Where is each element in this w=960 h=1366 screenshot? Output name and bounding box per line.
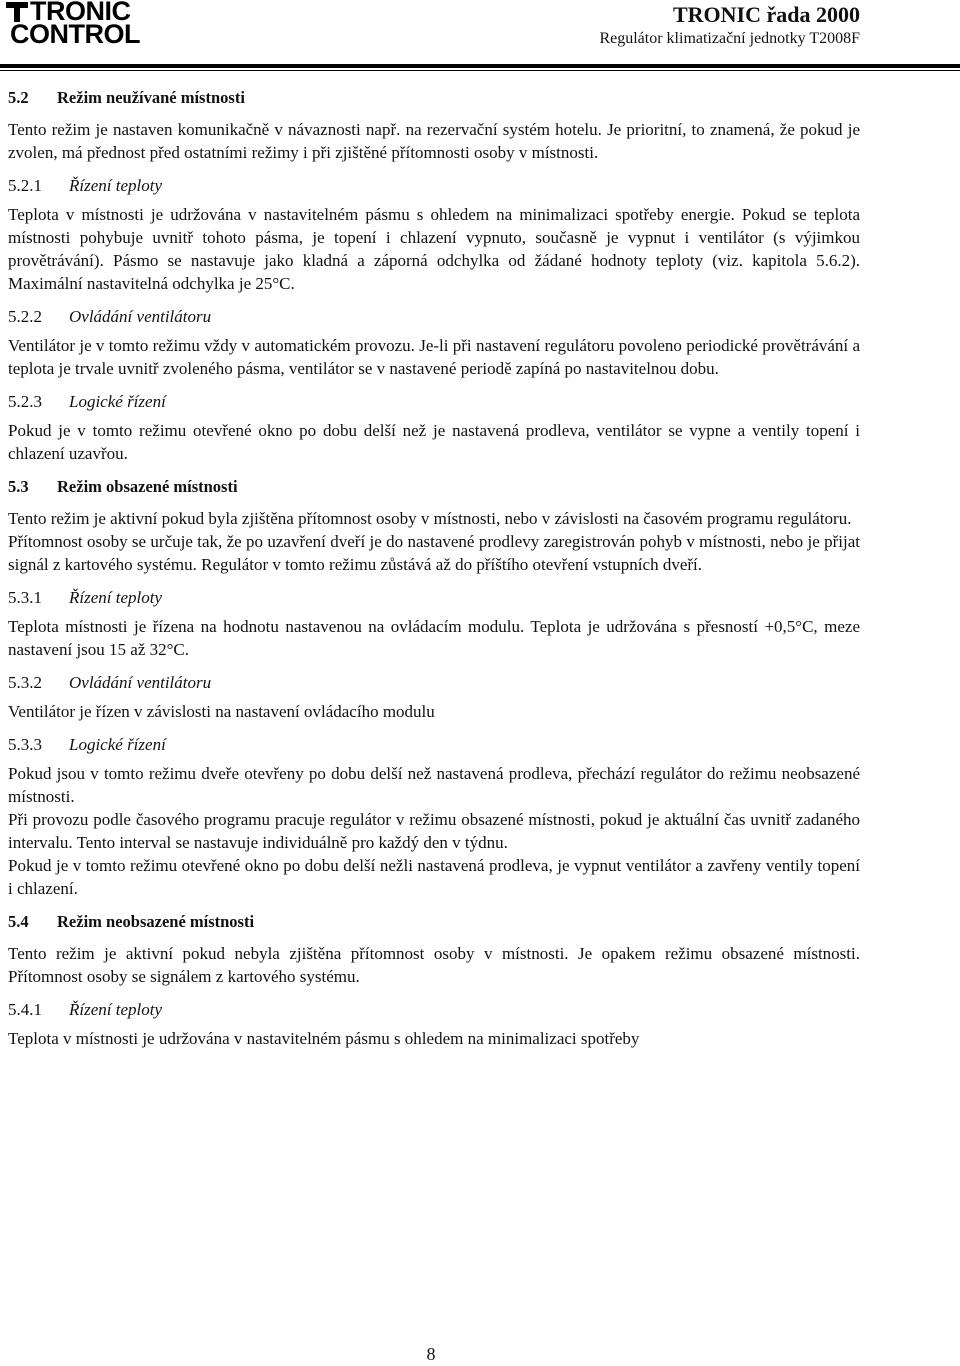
document-title: TRONIC řada 2000 xyxy=(672,2,860,27)
page-number: 8 xyxy=(426,1344,436,1364)
tronic-control-logo xyxy=(6,0,140,49)
subsection-heading: 5.4.1 Řízení teploty xyxy=(8,1000,163,1019)
section-heading: 5.4 Režim neobsazené místnosti xyxy=(8,912,255,931)
header-rule-thin xyxy=(0,70,960,71)
paragraph: Při provozu podle časového programu pracuje regulátor v režimu obsazené místnosti, pokud je aktuální čas uvnitř zadaného intervalu. Tento interval se nastavuje individuálně pro každý den v týdnu. xyxy=(8,810,860,852)
subsection-heading: 5.3.1 Řízení teploty xyxy=(8,588,163,607)
paragraph: Tento režim je nastaven komunikačně v návaznosti např. na rezervační systém hotelu. Je prioritní, to znamená, že pokud je zvolen, má přednost před ostatními režimy i při zjištěné přítomnosti osoby v místnosti. xyxy=(8,120,860,162)
paragraph: Přítomnost osoby se určuje tak, že po uzavření dveří je do nastavené prodlevy zaregistrován pohyb v místnosti, nebo je přijat signál z kartového systému. Regulátor v tomto režimu zůstává až do příštího otevření vstupních dveří. xyxy=(8,532,860,574)
subsection-heading: 5.2.2 Ovládání ventilátoru xyxy=(8,307,212,326)
paragraph: Ventilátor je řízen v závislosti na nastavení ovládacího modulu xyxy=(8,702,435,721)
paragraph: Pokud je v tomto režimu otevřené okno po dobu delší než je nastavená prodleva, ventilátor se vypne a ventily topení i chlazení uzavřou. xyxy=(8,421,860,463)
subsection-heading: 5.3.2 Ovládání ventilátoru xyxy=(8,673,212,692)
page-header xyxy=(0,0,960,60)
paragraph: Teplota v místnosti je udržována v nastavitelném pásmu s ohledem na minimalizaci spotřeby energie. Pokud se teplota místnosti pohybuje uvnitř tohoto pásma, je topení i chlazení vypnuto, současně je vypnut i ventilátor (s výjimkou provětrávání). Pásmo se nastavuje jako kladná a záporná odchylka od žádané hodnoty teploty (viz. kapitola 5.6.2). Maximální nastavitelná odchylka je 25°C. xyxy=(8,205,860,293)
paragraph: Tento režim je aktivní pokud nebyla zjištěna přítomnost osoby v místnosti. Je opakem režimu obsazené místnosti. Přítomnost osoby se signálem z kartového systému. xyxy=(8,944,860,986)
paragraph: Pokud je v tomto režimu otevřené okno po dobu delší nežli nastavená prodleva, je vypnut ventilátor a zavřeny ventily topení i chlazení. xyxy=(8,856,860,898)
paragraph: Pokud jsou v tomto režimu dveře otevřeny po dobu delší než nastavená prodleva, přechází regulátor do režimu neobsazené místnosti. xyxy=(8,764,860,806)
logo-line1: TRONIC xyxy=(30,0,131,26)
paragraph: Tento režim je aktivní pokud byla zjištěna přítomnost osoby v místnosti, nebo v závislosti na časovém programu regulátoru. xyxy=(8,509,852,528)
document-body xyxy=(8,86,860,1050)
subsection-heading: 5.2.3 Logické řízení xyxy=(8,392,166,411)
section-heading: 5.3 Režim obsazené místnosti xyxy=(8,477,238,496)
logo-line2: CONTROL xyxy=(10,19,140,49)
paragraph: Ventilátor je v tomto režimu vždy v automatickém provozu. Je-li při nastavení regulátoru povoleno periodické provětrávání a teplota je trvale uvnitř zvoleného pásma, ventilátor se v nastavené periodě zapíná po nastavitelnou dobu. xyxy=(8,336,860,378)
paragraph: Teplota místnosti je řízena na hodnotu nastavenou na ovládacím modulu. Teplota je udržována s přesností +0,5°C, meze nastavení jsou 15 až 32°C. xyxy=(8,617,860,659)
subsection-heading: 5.3.3 Logické řízení xyxy=(8,735,166,754)
header-rule-thick xyxy=(0,64,960,68)
document-subtitle: Regulátor klimatizační jednotky T2008F xyxy=(599,30,860,47)
section-heading: 5.2 Režim neužívané místnosti xyxy=(8,88,245,107)
subsection-heading: 5.2.1 Řízení teploty xyxy=(8,176,163,195)
paragraph: Teplota v místnosti je udržována v nastavitelném pásmu s ohledem na minimalizaci spotřeby xyxy=(8,1029,640,1048)
